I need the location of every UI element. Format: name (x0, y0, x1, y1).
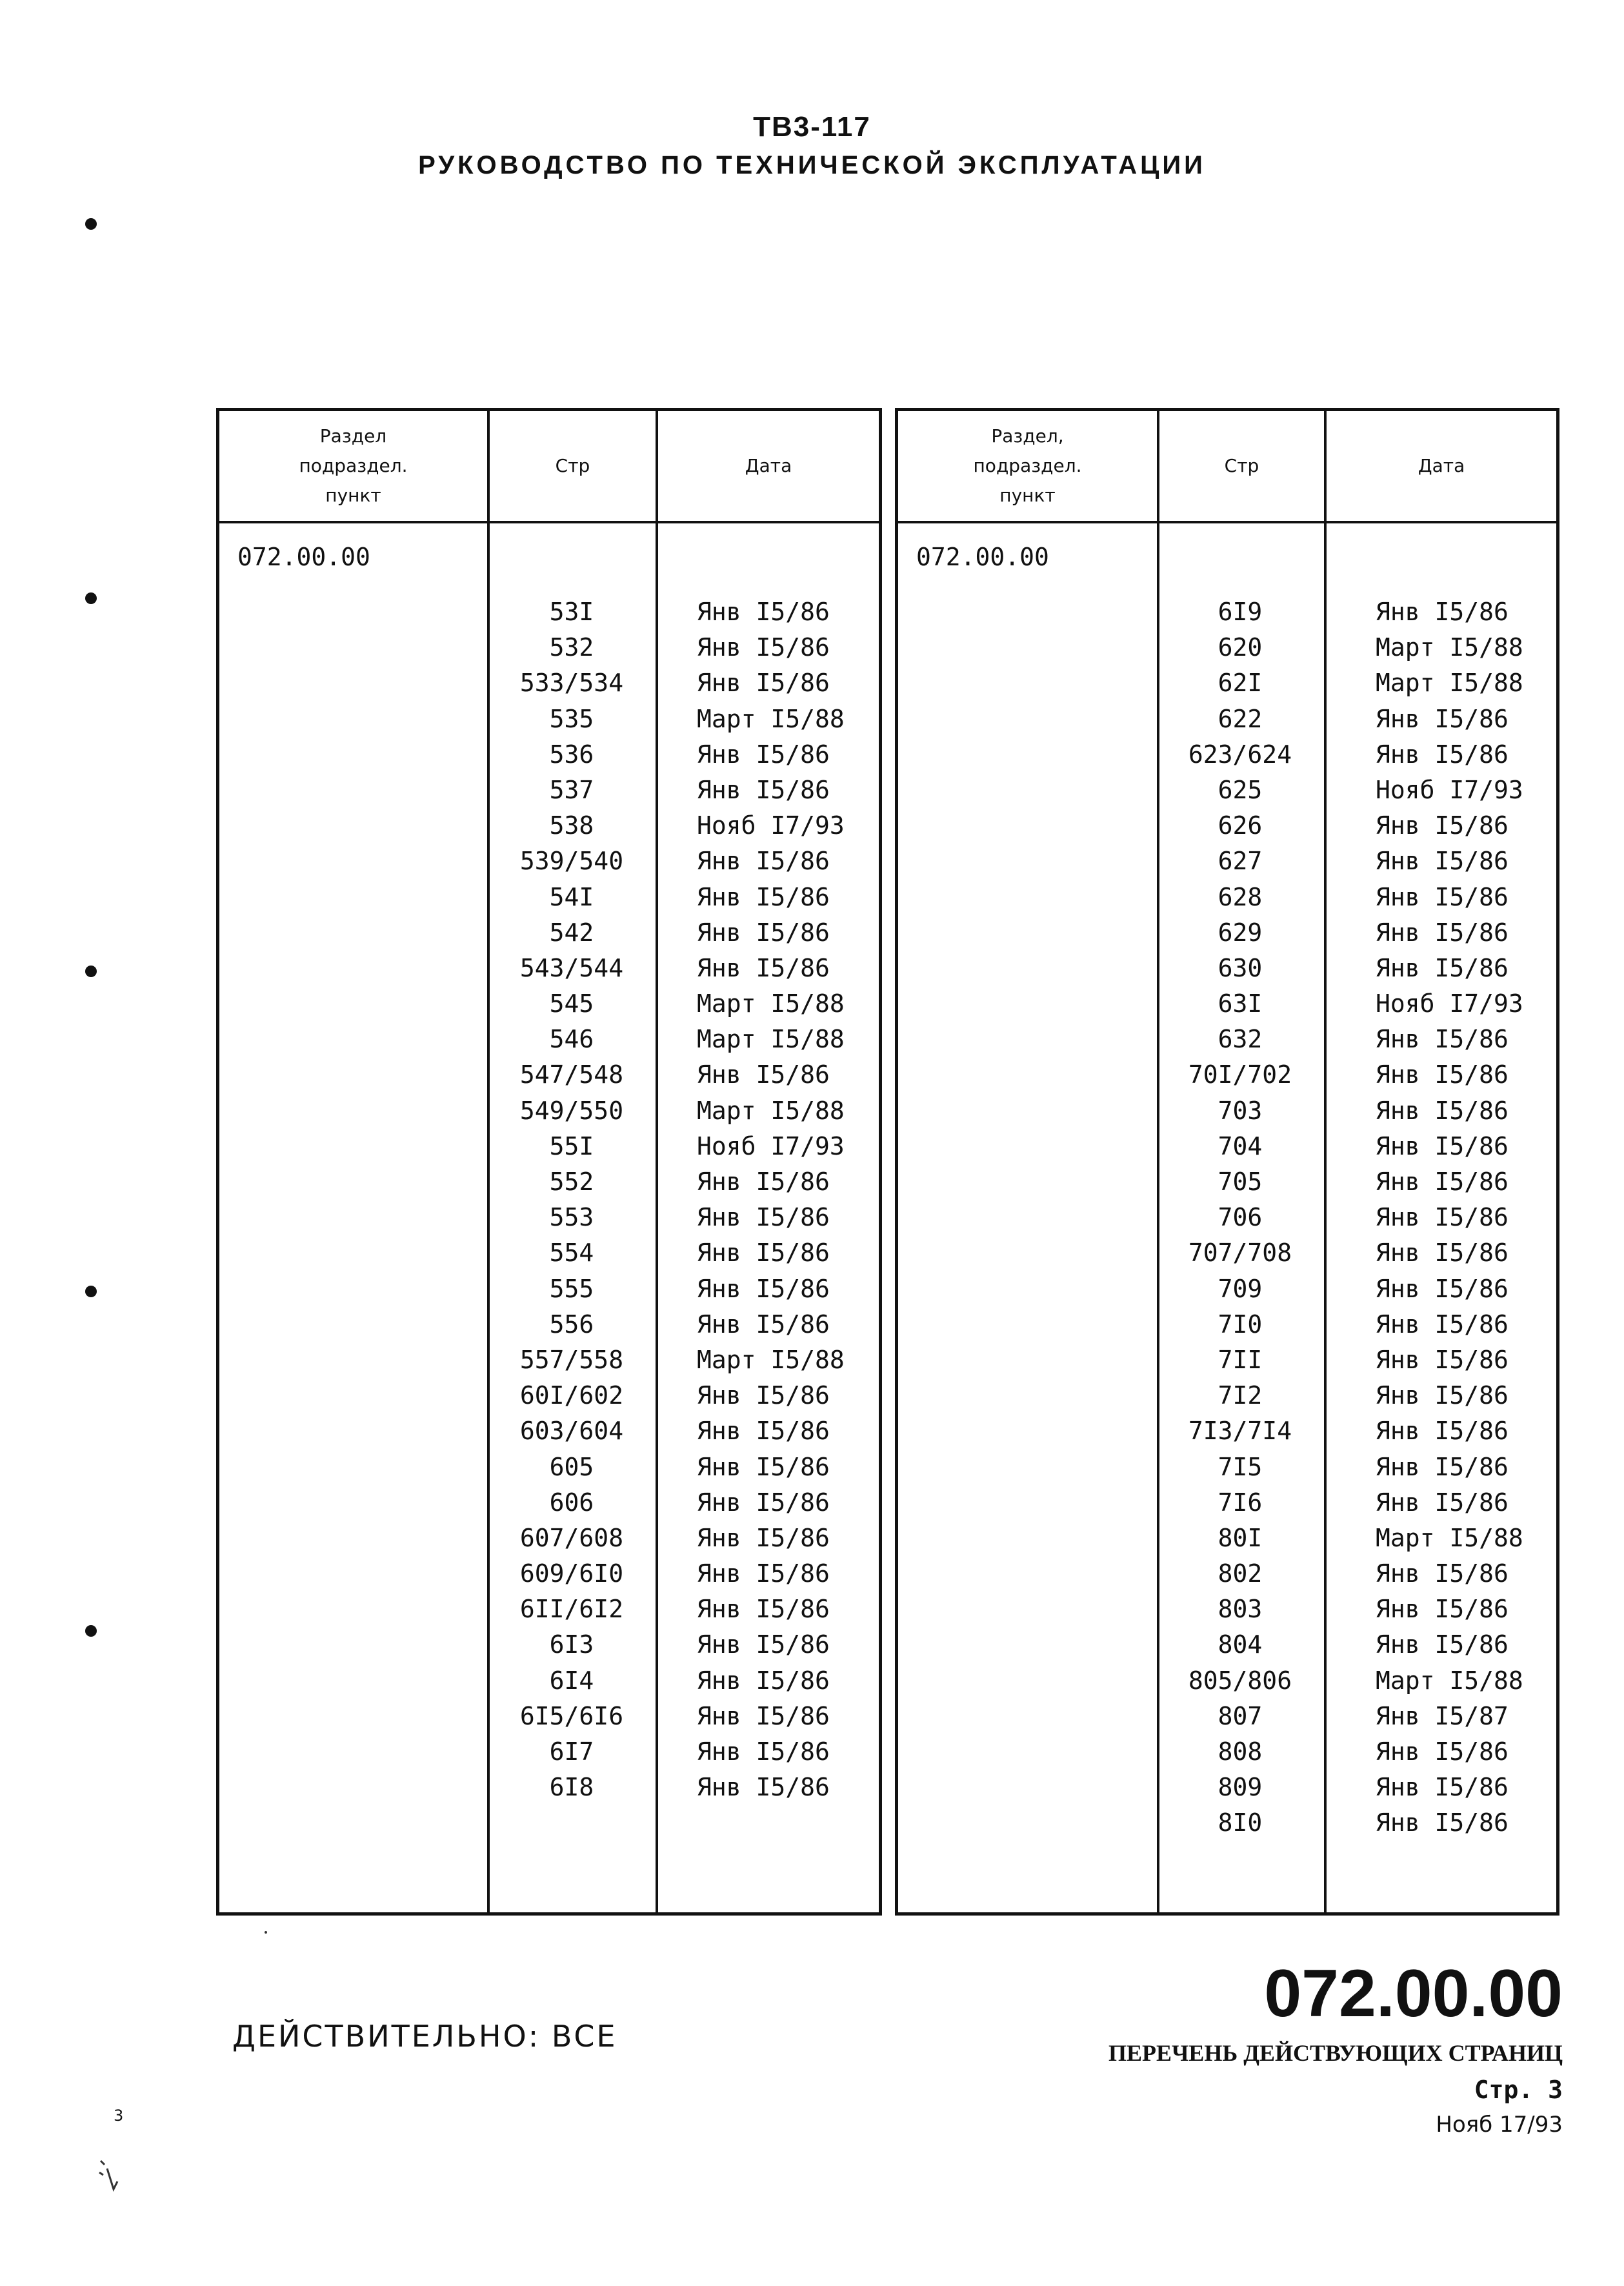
page-cell: 605 (549, 1452, 594, 1481)
table-row (898, 1770, 1556, 1805)
table-row (219, 1556, 879, 1592)
table-row (898, 986, 1556, 1022)
page-cell: 543/544 (519, 953, 624, 982)
date-cell: Март I5/88 (697, 1096, 845, 1125)
page-cell: 630 (1218, 953, 1263, 982)
table-row (898, 1307, 1556, 1342)
date-cell: Янв I5/86 (1376, 1737, 1509, 1766)
date-cell: Янв I5/86 (1376, 1274, 1509, 1303)
date-cell: Янв I5/86 (697, 847, 830, 876)
date-cell: Янв I5/86 (697, 1773, 830, 1802)
date-cell: Янв I5/86 (1376, 1239, 1509, 1268)
page-cell: 6I4 (549, 1666, 594, 1695)
punch-hole (85, 1625, 97, 1637)
page-cell: 607/608 (519, 1523, 624, 1552)
table-row (898, 1235, 1556, 1271)
date-cell: Янв I5/86 (697, 669, 830, 698)
date-cell: Янв I5/86 (697, 1417, 830, 1446)
scan-speck (265, 1931, 267, 1934)
table-row (898, 1200, 1556, 1235)
page-cell: 803 (1218, 1595, 1263, 1624)
page-cell: 536 (549, 740, 594, 769)
table-row (219, 1235, 879, 1271)
date-cell: Янв I5/86 (1376, 918, 1509, 947)
date-cell: Янв I5/86 (1376, 847, 1509, 876)
date-cell: Янв I5/86 (1376, 1559, 1509, 1588)
date-cell: Янв I5/86 (697, 598, 830, 626)
date-cell: Нояб I7/93 (697, 811, 845, 840)
table-row (219, 1485, 879, 1521)
table-row (898, 1627, 1556, 1663)
table-row (898, 1271, 1556, 1307)
page-cell: 626 (1218, 811, 1263, 840)
table-row (219, 1521, 879, 1556)
page-cell: 535 (549, 704, 594, 733)
date-cell: Янв I5/86 (697, 1452, 830, 1481)
table-row (219, 1271, 879, 1307)
table-row (219, 986, 879, 1022)
date-cell: Янв I5/86 (697, 1274, 830, 1303)
page-cell: 532 (549, 633, 594, 662)
page-cell: 537 (549, 775, 594, 804)
table-row (898, 1093, 1556, 1129)
date-cell: Янв I5/86 (1376, 704, 1509, 733)
date-cell: Янв I5/86 (1376, 740, 1509, 769)
table-row (219, 1734, 879, 1770)
document-subtitle: РУКОВОДСТВО ПО ТЕХНИЧЕСКОЙ ЭКСПЛУАТАЦИИ (418, 151, 1206, 179)
table-row (219, 1307, 879, 1342)
table-row (898, 1699, 1556, 1734)
date-cell: Янв I5/86 (1376, 811, 1509, 840)
page-cell: 63I (1218, 989, 1263, 1018)
page-cell: 6I7 (549, 1737, 594, 1766)
date-cell: Янв I5/86 (1376, 1060, 1509, 1089)
date-cell: Янв I5/86 (697, 918, 830, 947)
table-row (898, 951, 1556, 986)
date-cell: Янв I5/86 (697, 1060, 830, 1089)
table-row (898, 773, 1556, 808)
page-cell: 609/6I0 (519, 1559, 624, 1588)
page-cell: 804 (1218, 1630, 1263, 1659)
page-cell: 625 (1218, 775, 1263, 804)
page-cell: 709 (1218, 1274, 1263, 1303)
date-cell: Янв I5/86 (697, 1701, 830, 1730)
page-cell: 603/604 (519, 1417, 624, 1446)
date-cell: Янв I5/86 (697, 1523, 830, 1552)
date-cell: Март I5/88 (1376, 633, 1523, 662)
page-cell: 553 (549, 1203, 594, 1232)
page-cell: 808 (1218, 1737, 1263, 1766)
date-cell: Март I5/88 (697, 989, 845, 1018)
page-cell: 807 (1218, 1701, 1263, 1730)
page-cell: 6II/6I2 (519, 1595, 624, 1624)
date-cell: Янв I5/86 (1376, 1381, 1509, 1410)
table-row (219, 1770, 879, 1805)
page-cell: 606 (549, 1488, 594, 1517)
table-row (219, 1129, 879, 1164)
table-row (898, 1556, 1556, 1592)
date-cell: Янв I5/86 (1376, 1310, 1509, 1339)
document-title: ТВ3-117 (753, 111, 871, 143)
table-row (219, 1022, 879, 1057)
table-row (898, 737, 1556, 773)
table-row (898, 1413, 1556, 1449)
column-header-date: Дата (745, 455, 792, 476)
page-cell: 552 (549, 1168, 594, 1196)
table-row (219, 808, 879, 844)
table-row (898, 844, 1556, 879)
date-cell: Янв I5/86 (697, 740, 830, 769)
page-cell: 620 (1218, 633, 1263, 662)
date-cell: Янв I5/86 (697, 882, 830, 911)
date-cell: Янв I5/86 (697, 1239, 830, 1268)
page-cell: 549/550 (519, 1096, 624, 1125)
table-row (898, 1521, 1556, 1556)
table-row (898, 702, 1556, 737)
date-cell: Янв I5/86 (1376, 1808, 1509, 1837)
table-row (219, 1093, 879, 1129)
table-row (898, 665, 1556, 701)
page-cell: 538 (549, 811, 594, 840)
page-cell: 62I (1218, 669, 1263, 698)
table-row (219, 1627, 879, 1663)
date-cell: Март I5/88 (1376, 669, 1523, 698)
page-cell: 7I2 (1218, 1381, 1263, 1410)
table-row (219, 1413, 879, 1449)
date-cell: Янв I5/86 (1376, 1203, 1509, 1232)
column-header-date: Дата (1418, 455, 1465, 476)
column-header-section: Раздел, подраздел. пункт (973, 425, 1082, 506)
date-cell: Янв I5/86 (697, 953, 830, 982)
section-code: 072.00.00 (916, 543, 1049, 571)
date-cell: Янв I5/86 (1376, 1452, 1509, 1481)
left-page-table (216, 408, 882, 1916)
date-cell: Нояб I7/93 (1376, 989, 1523, 1018)
page-cell: 7I6 (1218, 1488, 1263, 1517)
table-row (219, 1378, 879, 1413)
date-cell: Март I5/88 (697, 1345, 845, 1374)
date-cell: Янв I5/86 (697, 1488, 830, 1517)
table-row (898, 915, 1556, 951)
page-cell: 80I (1218, 1523, 1263, 1552)
validity-note: ДЕЙСТВИТЕЛЬНО: ВСЕ (232, 2019, 617, 2054)
table-row (219, 737, 879, 773)
table-row (898, 1378, 1556, 1413)
date-cell: Янв I5/86 (697, 1168, 830, 1196)
date-cell: Март I5/88 (1376, 1666, 1523, 1695)
date-cell: Янв I5/86 (697, 1310, 830, 1339)
punch-hole (85, 218, 97, 230)
table-row (219, 630, 879, 665)
page-cell: 802 (1218, 1559, 1263, 1588)
page-cell: 53I (549, 598, 594, 626)
date-cell: Янв I5/86 (1376, 953, 1509, 982)
date-cell: Янв I5/86 (1376, 1595, 1509, 1624)
table-row (898, 1450, 1556, 1485)
page-cell: 622 (1218, 704, 1263, 733)
table-row (219, 773, 879, 808)
page-cell: 8I0 (1218, 1808, 1263, 1837)
table-row (219, 915, 879, 951)
date-cell: Янв I5/86 (697, 1203, 830, 1232)
date-cell: Март I5/88 (697, 1025, 845, 1054)
page-cell: 7I5 (1218, 1452, 1263, 1481)
column-header-page: Стр (555, 455, 590, 476)
table-row (898, 1663, 1556, 1699)
table-row (898, 1485, 1556, 1521)
table-row (219, 880, 879, 915)
section-code: 072.00.00 (237, 543, 370, 571)
page-cell: 705 (1218, 1168, 1263, 1196)
date-cell: Янв I5/86 (697, 633, 830, 662)
page-cell: 555 (549, 1274, 594, 1303)
table-row (219, 1592, 879, 1627)
page-cell: 703 (1218, 1096, 1263, 1125)
page-cell: 6I3 (549, 1630, 594, 1659)
page-cell: 623/624 (1188, 740, 1292, 769)
table-row (898, 808, 1556, 844)
page-cell: 628 (1218, 882, 1263, 911)
date-cell: Март I5/88 (1376, 1523, 1523, 1552)
date-cell: Янв I5/86 (697, 1595, 830, 1624)
table-row (898, 1129, 1556, 1164)
date-cell: Янв I5/86 (697, 1666, 830, 1695)
page-cell: 6I8 (549, 1773, 594, 1802)
table-row (219, 951, 879, 986)
page-cell: 556 (549, 1310, 594, 1339)
page-cell: 629 (1218, 918, 1263, 947)
page-cell: 632 (1218, 1025, 1263, 1054)
page-cell: 54I (549, 882, 594, 911)
page-cell: 546 (549, 1025, 594, 1054)
table-row (898, 630, 1556, 665)
date-cell: Янв I5/86 (1376, 1168, 1509, 1196)
table-row (219, 594, 879, 630)
revision-date: Нояб 17/93 (1436, 2112, 1563, 2138)
date-cell: Янв I5/86 (1376, 1417, 1509, 1446)
page-cell: 706 (1218, 1203, 1263, 1232)
table-row (219, 665, 879, 701)
page-cell: 557/558 (519, 1345, 624, 1374)
table-row (219, 1057, 879, 1093)
date-cell: Янв I5/86 (1376, 1025, 1509, 1054)
date-cell: Нояб I7/93 (1376, 775, 1523, 804)
date-cell: Янв I5/86 (1376, 1345, 1509, 1374)
table-row (898, 880, 1556, 915)
page-cell: 707/708 (1188, 1239, 1292, 1268)
date-cell: Янв I5/86 (1376, 1131, 1509, 1160)
punch-hole (85, 966, 97, 977)
handwritten-mark-icon (95, 2156, 128, 2194)
date-cell: Янв I5/86 (1376, 1488, 1509, 1517)
date-cell: Янв I5/86 (697, 1381, 830, 1410)
date-cell: Янв I5/87 (1376, 1701, 1509, 1730)
page-cell: 554 (549, 1239, 594, 1268)
page-cell: 60I/602 (519, 1381, 624, 1410)
page-cell: 7I0 (1218, 1310, 1263, 1339)
chapter-code: 072.00.00 (1264, 1956, 1563, 2031)
list-title: ПЕРЕЧЕНЬ ДЕЙСТВУЮЩИХ СТРАНИЦ (1108, 2040, 1563, 2066)
page-cell: 55I (549, 1131, 594, 1160)
table-row (898, 1805, 1556, 1841)
page-cell: 627 (1218, 847, 1263, 876)
table-row (898, 1057, 1556, 1093)
page-cell: 809 (1218, 1773, 1263, 1802)
right-rows (898, 594, 1556, 1841)
date-cell: Март I5/88 (697, 704, 845, 733)
right-page-table (895, 408, 1559, 1916)
punch-hole (85, 1286, 97, 1297)
date-cell: Янв I5/86 (1376, 882, 1509, 911)
table-row (898, 1592, 1556, 1627)
punch-hole (85, 592, 97, 604)
page-cell: 704 (1218, 1131, 1263, 1160)
page-cell: 70I/702 (1188, 1060, 1292, 1089)
column-header-page: Стр (1224, 455, 1259, 476)
table-row (219, 702, 879, 737)
date-cell: Янв I5/86 (697, 1630, 830, 1659)
table-row (219, 1699, 879, 1734)
table-row (898, 594, 1556, 630)
left-rows (219, 594, 879, 1805)
page-cell: 533/534 (519, 669, 624, 698)
table-row (219, 1663, 879, 1699)
table-row (219, 1200, 879, 1235)
page-cell: 545 (549, 989, 594, 1018)
date-cell: Янв I5/86 (1376, 1773, 1509, 1802)
date-cell: Янв I5/86 (1376, 598, 1509, 626)
page-cell: 542 (549, 918, 594, 947)
page-cell: 7II (1218, 1345, 1263, 1374)
margin-number: 3 (114, 2107, 124, 2125)
table-row (219, 1342, 879, 1378)
date-cell: Янв I5/86 (697, 775, 830, 804)
page-cell: 805/806 (1188, 1666, 1292, 1695)
page-cell: 7I3/7I4 (1188, 1417, 1292, 1446)
table-row (898, 1734, 1556, 1770)
table-row (219, 1164, 879, 1200)
page-cell: 6I5/6I6 (519, 1701, 624, 1730)
column-header-section: Раздел подраздел. пункт (299, 425, 408, 506)
page-number: Стр. 3 (1474, 2076, 1563, 2104)
date-cell: Янв I5/86 (1376, 1096, 1509, 1125)
date-cell: Янв I5/86 (1376, 1630, 1509, 1659)
page-cell: 6I9 (1218, 598, 1263, 626)
page-cell: 539/540 (519, 847, 624, 876)
table-row (898, 1022, 1556, 1057)
page-cell: 547/548 (519, 1060, 624, 1089)
date-cell: Янв I5/86 (697, 1559, 830, 1588)
table-row (219, 1450, 879, 1485)
date-cell: Янв I5/86 (697, 1737, 830, 1766)
table-row (898, 1164, 1556, 1200)
table-row (898, 1342, 1556, 1378)
date-cell: Нояб I7/93 (697, 1131, 845, 1160)
table-row (219, 844, 879, 879)
